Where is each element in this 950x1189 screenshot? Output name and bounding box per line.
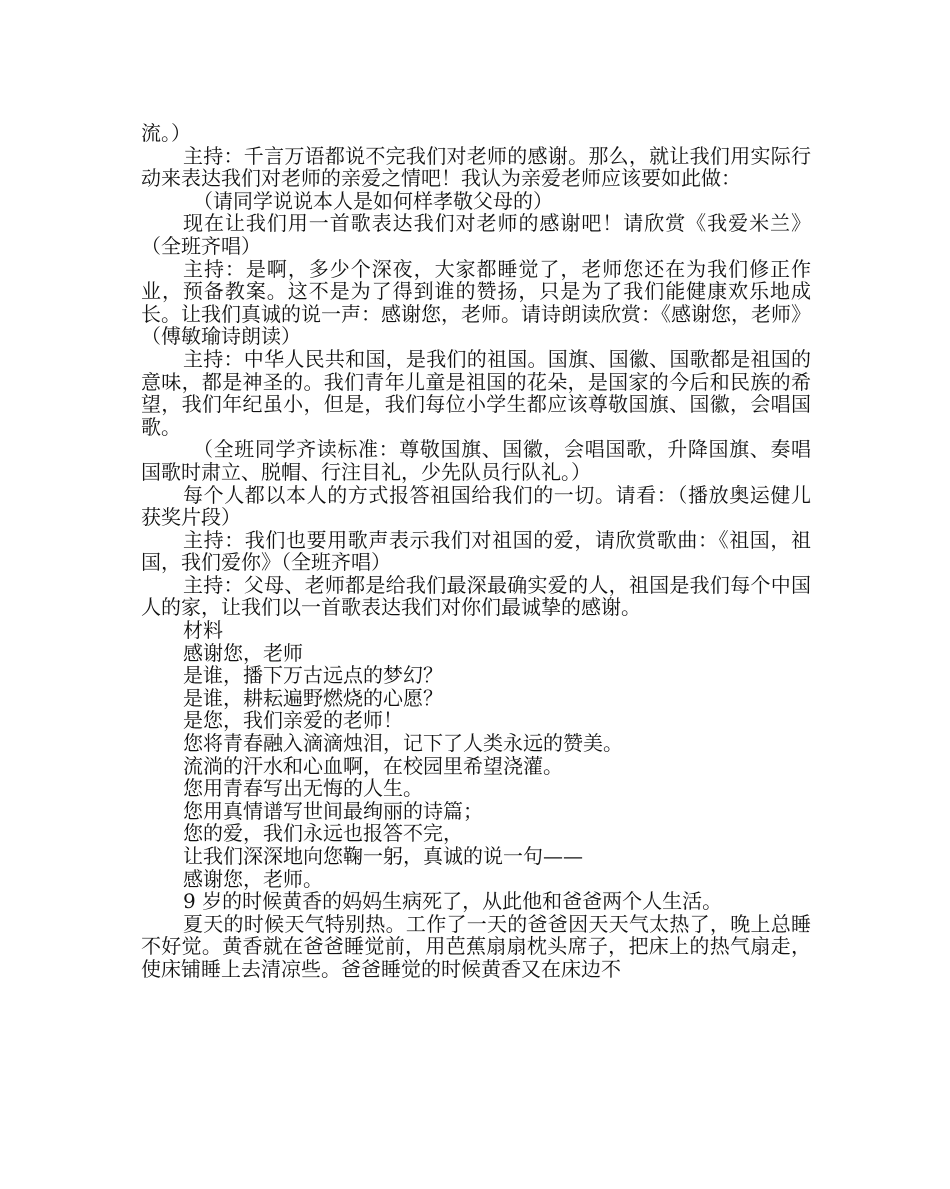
paragraph: 是谁，播下万古远点的梦幻？	[183, 663, 443, 688]
paragraph: 让我们深深地向您鞠一躬，真诚的说一句——	[183, 844, 583, 868]
paragraph: 现在让我们用一首歌表达我们对老师的感谢吧！请欣赏《我爱米兰》（全班齐唱）	[141, 211, 811, 258]
paragraph: （全班同学齐读标准：尊敬国旗、国徽，会唱国歌，升降国旗、奏唱国歌时肃立、脱帽、行注目礼，少先队员行队礼。）	[141, 437, 811, 484]
paragraph: 流。）	[141, 121, 191, 145]
paragraph: 您用真情谱写世间最绚丽的诗篇；	[183, 798, 483, 823]
paragraph: 主持：是啊，多少个深夜，大家都睡觉了，老师您还在为我们修正作业，预备教案。这不是为了得到谁的赞扬，只是为了我们能健康欢乐地成长。让我们真诚的说一声：感谢您，老师。请诗朗读欣赏：《感谢您，老师》（傅敏瑜诗朗读）	[141, 256, 811, 349]
paragraph: 每个人都以本人的方式报答祖国给我们的一切。请看：（播放奥运健儿获奖片段）	[141, 482, 811, 530]
paragraph: 主持：千言万语都说不完我们对老师的感谢。那么，就让我们用实际行动来表达我们对老师的亲爱之情吧！我认为亲爱老师应该要如此做：	[141, 143, 811, 191]
paragraph: 您的爱，我们永远也报答不完，	[183, 821, 463, 846]
paragraph: 感谢您，老师	[183, 640, 303, 665]
paragraph: 您将青春融入滴滴烛泪，记下了人类永远的赞美。	[183, 731, 623, 756]
paragraph: 主持：中华人民共和国，是我们的祖国。国旗、国徽、国歌都是祖国的意味，都是神圣的。我们青年儿童是祖国的花朵，是国家的今后和民族的希望，我们年纪虽小，但是，我们每位小学生都应该尊敬国旗、国徽，会唱国歌。	[141, 346, 811, 439]
paragraph: 主持：父母、老师都是给我们最深最确实爱的人，祖国是我们每个中国人的家，让我们以一首歌表达我们对你们最诚挚的感谢。	[141, 572, 811, 620]
paragraph: 夏天的时候天气特别热。工作了一天的爸爸因天天气太热了，晚上总睡不好觉。黄香就在爸爸睡觉前，用芭蕉扇扇枕头席子，把床上的热气扇走，使床铺睡上去清凉些。爸爸睡觉的时候黄香又在床边不	[141, 911, 811, 981]
paragraph: 您用青春写出无悔的人生。	[183, 776, 423, 801]
paragraph: 9 岁的时候黄香的妈妈生病死了，从此他和爸爸两个人生活。	[183, 889, 723, 914]
paragraph: （请同学说说本人是如何样孝敬父母的）	[193, 188, 553, 213]
document-body	[141, 122, 811, 981]
paragraph: 感谢您，老师。	[183, 866, 323, 891]
paragraph: 材料	[183, 618, 223, 643]
paragraph: 是您，我们亲爱的老师！	[183, 708, 403, 733]
paragraph: 主持：我们也要用歌声表示我们对祖国的爱，请欣赏歌曲：《祖国，祖国，我们爱你》（全班齐唱）	[141, 527, 811, 575]
paragraph: 是谁，耕耘遍野燃烧的心愿？	[183, 685, 443, 710]
paragraph: 流淌的汗水和心血啊，在校园里希望浇灌。	[183, 753, 563, 778]
